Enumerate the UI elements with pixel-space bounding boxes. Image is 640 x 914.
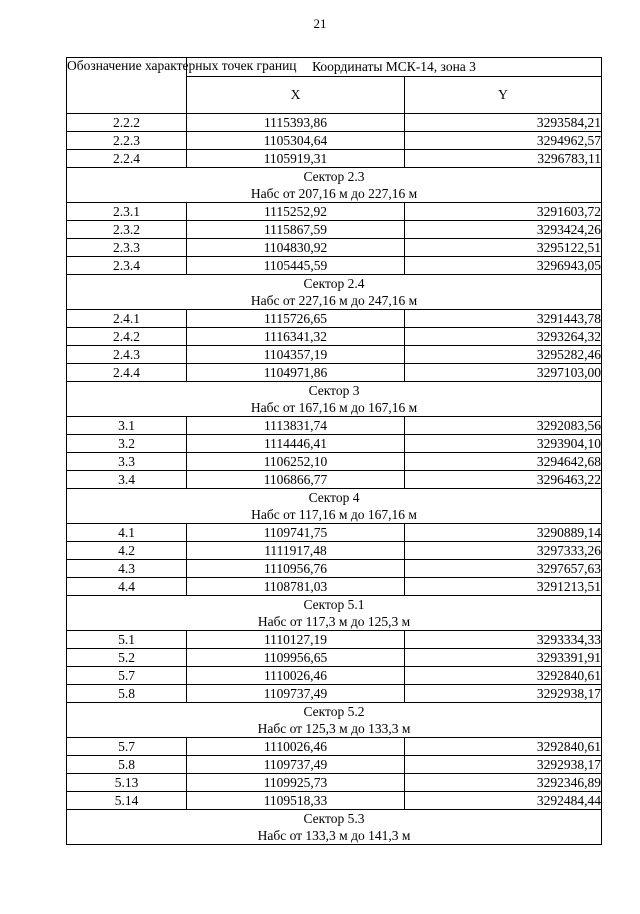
y-coordinate-cell: 3293264,32: [405, 328, 602, 346]
y-coordinate-cell: 3292938,17: [405, 756, 602, 774]
point-id-cell: 5.8: [67, 685, 187, 703]
x-coordinate-cell: 1115252,92: [187, 203, 405, 221]
x-coordinate-cell: 1110026,46: [187, 667, 405, 685]
y-coordinate-cell: 3297333,26: [405, 542, 602, 560]
sector-header-row: [67, 810, 602, 845]
y-coordinate-cell: 3294962,57: [405, 132, 602, 150]
point-id-cell: 5.2: [67, 649, 187, 667]
table-row: [67, 524, 602, 542]
sector-header-cell: [67, 596, 602, 631]
y-coordinate-cell: 3293334,33: [405, 631, 602, 649]
point-id-cell: 2.3.4: [67, 257, 187, 275]
point-id-cell: 2.4.2: [67, 328, 187, 346]
x-coordinate-cell: 1113831,74: [187, 417, 405, 435]
point-id-cell: 2.3.1: [67, 203, 187, 221]
x-coordinate-cell: 1116341,32: [187, 328, 405, 346]
point-id-cell: 5.1: [67, 631, 187, 649]
point-designation-header: Обозначение характерных точек границ: [67, 58, 187, 114]
table-row: [67, 203, 602, 221]
point-id-cell: 2.2.3: [67, 132, 187, 150]
page-number: 21: [313, 16, 327, 31]
table-row: [67, 346, 602, 364]
coordinates-table-body: [67, 58, 602, 845]
table-row: [67, 257, 602, 275]
y-column-header: Y: [405, 77, 602, 114]
sector-header-cell: [67, 275, 602, 310]
x-coordinate-cell: 1109925,73: [187, 774, 405, 792]
table-row: [67, 417, 602, 435]
y-coordinate-cell: 3292346,89: [405, 774, 602, 792]
point-id-cell: 2.4.1: [67, 310, 187, 328]
table-row: [67, 114, 602, 132]
table-header-row: [67, 58, 602, 77]
table-row: [67, 738, 602, 756]
table-row: [67, 631, 602, 649]
point-id-cell: 3.2: [67, 435, 187, 453]
sector-height-range: Набс от 207,16 м до 227,16 м: [250, 186, 418, 201]
y-coordinate-cell: 3295282,46: [405, 346, 602, 364]
x-coordinate-cell: 1114446,41: [187, 435, 405, 453]
table-row: [67, 542, 602, 560]
y-coordinate-cell: 3290889,14: [405, 524, 602, 542]
table-row: [67, 649, 602, 667]
x-coordinate-cell: 1110026,46: [187, 738, 405, 756]
y-coordinate-cell: 3292840,61: [405, 738, 602, 756]
table-row: [67, 792, 602, 810]
x-coordinate-cell: 1104830,92: [187, 239, 405, 257]
point-id-cell: 4.3: [67, 560, 187, 578]
point-id-cell: 2.2.2: [67, 114, 187, 132]
x-coordinate-cell: 1115726,65: [187, 310, 405, 328]
y-coordinate-cell: 3293391,91: [405, 649, 602, 667]
point-id-cell: 5.7: [67, 667, 187, 685]
x-coordinate-cell: 1110127,19: [187, 631, 405, 649]
point-id-cell: 2.3.3: [67, 239, 187, 257]
table-row: [67, 132, 602, 150]
point-id-cell: 4.4: [67, 578, 187, 596]
table-row: [67, 756, 602, 774]
point-id-cell: 4.2: [67, 542, 187, 560]
sector-header-row: [67, 382, 602, 417]
table-row: [67, 310, 602, 328]
table-row: [67, 560, 602, 578]
sector-height-range: Набс от 227,16 м до 247,16 м: [250, 293, 418, 308]
sector-header-row: [67, 168, 602, 203]
table-row: [67, 239, 602, 257]
y-coordinate-cell: 3295122,51: [405, 239, 602, 257]
x-coordinate-cell: 1109737,49: [187, 756, 405, 774]
y-coordinate-cell: 3297103,00: [405, 364, 602, 382]
x-coordinate-cell: 1104357,19: [187, 346, 405, 364]
table-row: [67, 471, 602, 489]
y-coordinate-cell: 3293584,21: [405, 114, 602, 132]
y-coordinate-cell: 3291603,72: [405, 203, 602, 221]
x-coordinate-cell: 1106866,77: [187, 471, 405, 489]
y-coordinate-cell: 3296463,22: [405, 471, 602, 489]
sector-height-range: Набс от 117,3 м до 125,3 м: [257, 614, 411, 629]
sector-title: Сектор 4: [308, 490, 360, 505]
sector-title: Сектор 3: [308, 383, 360, 398]
y-coordinate-cell: 3294642,68: [405, 453, 602, 471]
x-coordinate-cell: 1105919,31: [187, 150, 405, 168]
point-id-cell: 3.1: [67, 417, 187, 435]
table-row: [67, 578, 602, 596]
sector-header-cell: [67, 382, 602, 417]
y-coordinate-cell: 3291443,78: [405, 310, 602, 328]
sector-title: Сектор 5.2: [303, 704, 365, 719]
y-coordinate-cell: 3296943,05: [405, 257, 602, 275]
point-id-cell: 5.8: [67, 756, 187, 774]
table-row: [67, 435, 602, 453]
x-coordinate-cell: 1106252,10: [187, 453, 405, 471]
sector-title: Сектор 5.3: [303, 811, 365, 826]
sector-header-cell: [67, 810, 602, 845]
x-coordinate-cell: 1109737,49: [187, 685, 405, 703]
point-id-cell: 3.4: [67, 471, 187, 489]
point-id-cell: 4.1: [67, 524, 187, 542]
y-coordinate-cell: 3296783,11: [405, 150, 602, 168]
sector-header-cell: [67, 168, 602, 203]
x-coordinate-cell: 1105445,59: [187, 257, 405, 275]
y-coordinate-cell: 3297657,63: [405, 560, 602, 578]
table-row: [67, 221, 602, 239]
point-id-cell: 2.2.4: [67, 150, 187, 168]
y-coordinate-cell: 3292938,17: [405, 685, 602, 703]
sector-height-range: Набс от 167,16 м до 167,16 м: [250, 400, 418, 415]
y-coordinate-cell: 3291213,51: [405, 578, 602, 596]
point-id-cell: 3.3: [67, 453, 187, 471]
table-row: [67, 150, 602, 168]
table-row: [67, 685, 602, 703]
y-coordinate-cell: 3293904,10: [405, 435, 602, 453]
sector-header-cell: [67, 489, 602, 524]
x-coordinate-cell: 1108781,03: [187, 578, 405, 596]
x-coordinate-cell: 1109741,75: [187, 524, 405, 542]
table-row: [67, 667, 602, 685]
y-coordinate-cell: 3292840,61: [405, 667, 602, 685]
point-id-cell: 5.13: [67, 774, 187, 792]
sector-title: Сектор 5.1: [303, 597, 365, 612]
point-id-cell: 2.3.2: [67, 221, 187, 239]
table-row: [67, 328, 602, 346]
x-coordinate-cell: 1109518,33: [187, 792, 405, 810]
table-row: [67, 774, 602, 792]
x-coordinate-cell: 1115393,86: [187, 114, 405, 132]
point-id-cell: 2.4.4: [67, 364, 187, 382]
x-coordinate-cell: 1105304,64: [187, 132, 405, 150]
point-id-cell: 2.4.3: [67, 346, 187, 364]
coordinates-table: [66, 57, 602, 845]
x-coordinate-cell: 1109956,65: [187, 649, 405, 667]
sector-header-row: [67, 703, 602, 738]
point-id-cell: 5.14: [67, 792, 187, 810]
x-coordinate-cell: 1111917,48: [187, 542, 405, 560]
table-row: [67, 453, 602, 471]
sector-height-range: Набс от 117,16 м до 167,16 м: [251, 507, 417, 522]
sector-header-cell: [67, 703, 602, 738]
x-coordinate-cell: 1110956,76: [187, 560, 405, 578]
x-column-header: X: [187, 77, 405, 114]
y-coordinate-cell: 3292083,56: [405, 417, 602, 435]
sector-height-range: Набс от 125,3 м до 133,3 м: [257, 721, 411, 736]
sector-header-row: [67, 596, 602, 631]
y-coordinate-cell: 3292484,44: [405, 792, 602, 810]
coordinates-system-header: Координаты МСК-14, зона 3: [187, 58, 602, 77]
x-coordinate-cell: 1104971,86: [187, 364, 405, 382]
y-coordinate-cell: 3293424,26: [405, 221, 602, 239]
point-id-cell: 5.7: [67, 738, 187, 756]
table-row: [67, 364, 602, 382]
sector-title: Сектор 2.3: [303, 169, 365, 184]
sector-title: Сектор 2.4: [303, 276, 365, 291]
x-coordinate-cell: 1115867,59: [187, 221, 405, 239]
sector-header-row: [67, 275, 602, 310]
sector-header-row: [67, 489, 602, 524]
sector-height-range: Набс от 133,3 м до 141,3 м: [257, 828, 411, 843]
